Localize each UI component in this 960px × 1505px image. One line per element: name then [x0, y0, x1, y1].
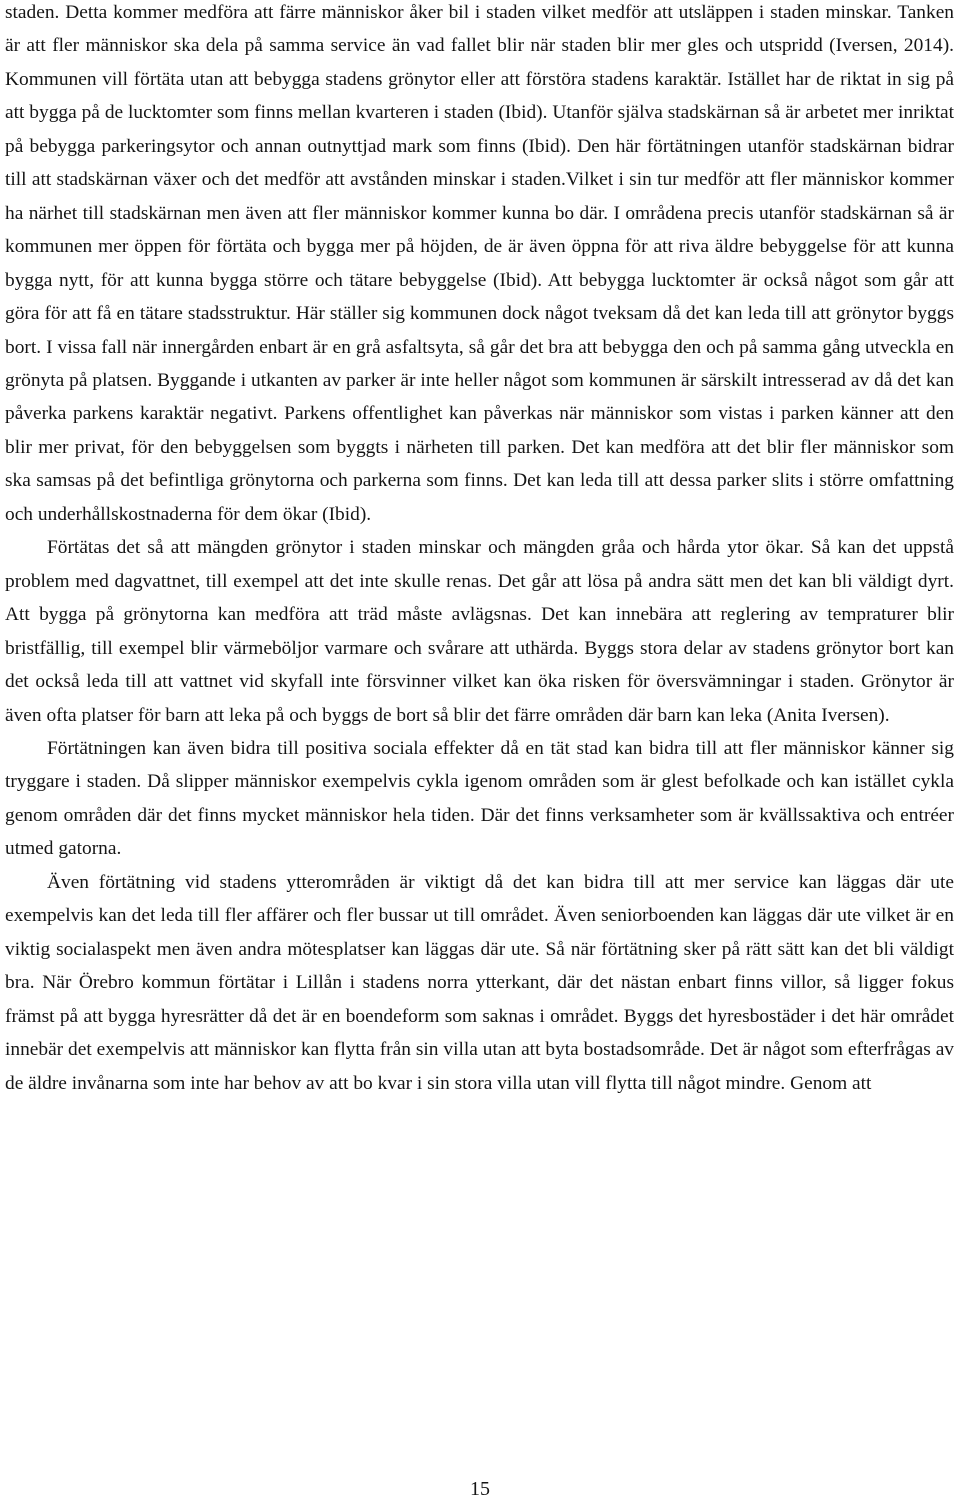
page-number: 15 — [470, 1478, 490, 1500]
paragraph-1: staden. Detta kommer medföra att färre människor åker bil i staden vilket medför att utsläppen i staden minskar. Tanken är att fler människor ska dela på samma service än vad fallet blir när staden blir mer gles och utspridd (Iversen, 2014). Kommunen vill förtäta utan att bebygga stadens grönytor eller att förstöra stadens karaktär. Istället har de riktat in sig på att bygga på de lucktomter som finns mellan kvarteren i staden (Ibid). Utanför själva stadskärnan så är arbetet mer inriktat på bebygga parkeringsytor och annan outnyttjad mark som finns (Ibid). Den här förtätningen utanför stadskärnan bidrar till att stadskärnan växer och det medför att avstånden minskar i staden.Vilket i sin tur medför att fler människor kommer ha närhet till stadskärnan men även att fler människor kommer kunna bo där. I områdena precis utanför stadskärnan så är kommunen mer öppen för förtäta och bygga mer på höjden, de är även öppna för att riva äldre bebyggelse för att kunna bygga nytt, för att kunna bygga större och tätare bebyggelse (Ibid). Att bebygga lucktomter är också något som går att göra för att få en tätare stadsstruktur. Här ställer sig kommunen dock något tveksam då det kan leda till att grönytor byggs bort. I vissa fall när innergården enbart är en grå asfaltsyta, så går det bra att bebygga den och på samma gång utveckla en grönyta på platsen. Byggande i utkanten av parker är inte heller något som kommunen är särskilt intresserad av då det kan påverka parkens karaktär negativt. Parkens offentlighet kan påverkas när människor som vistas i parken känner att den blir mer privat, för den bebyggelsen som byggts i närheten till parken. Det kan medföra att det blir fler människor som ska samsas på det befintliga grönytorna och parkerna som finns. Det kan leda till att dessa parker slits i större omfattning och underhållskostnaderna för dem ökar (Ibid). — [5, 2, 954, 525]
paragraph-2: Förtätas det så att mängden grönytor i staden minskar och mängden gråa och hårda ytor ökar. Så kan det uppstå problem med dagvattnet, till exempel att det inte skulle renas. Det går att lösa på andra sätt men det kan bli väldigt dyrt. Att bygga på grönytorna kan medföra att träd måste avlägsnas. Det kan innebära att reglering av tempraturer blir bristfällig, till exempel blir värmeböljor varmare och svårare att uthärda. Byggs stora delar av stadens grönytor bort kan det också leda till att vattnet vid skyfall inte försvinner vilket kan öka risken för översvämningar i staden. Grönytor är även ofta platser för barn att leka på och byggs de bort så blir det färre områden där barn kan leka (Anita Iversen). — [5, 537, 954, 726]
paragraph-4: Även förtätning vid stadens ytterområden är viktigt då det kan bidra till att mer service kan läggas där ute exempelvis kan det leda till fler affärer och fler bussar ut till området. Även seniorboenden kan läggas där ute vilket är en viktig socialaspekt men även andra mötesplatser kan läggas där ute. Så när förtätning sker på rätt sätt kan det bli väldigt bra. När Örebro kommun förtätar i Lillån i stadens norra ytterkant, där det nästan enbart finns villor, så ligger fokus främst på att bygga hyresrätter då det är en boendeform som saknas i området. Byggs det hyresbostäder i det här området innebär det exempelvis att människor kan flytta från sin villa utan att byta bostadsområde. Det är något som efterfrågas av de äldre invånarna som inte har behov av att bo kvar i sin stora villa utan vill flytta till något mindre. Genom att — [5, 871, 954, 1094]
paragraph-3: Förtätningen kan även bidra till positiva sociala effekter då en tät stad kan bidra till att fler människor känner sig tryggare i staden. Då slipper människor exempelvis cykla igenom områden som är glest befolkade och kan istället cykla genom områden där det finns mycket människor hela tiden. Där det finns verksamheter som är kvällssaktiva och entréer utmed gatorna. — [5, 737, 954, 860]
